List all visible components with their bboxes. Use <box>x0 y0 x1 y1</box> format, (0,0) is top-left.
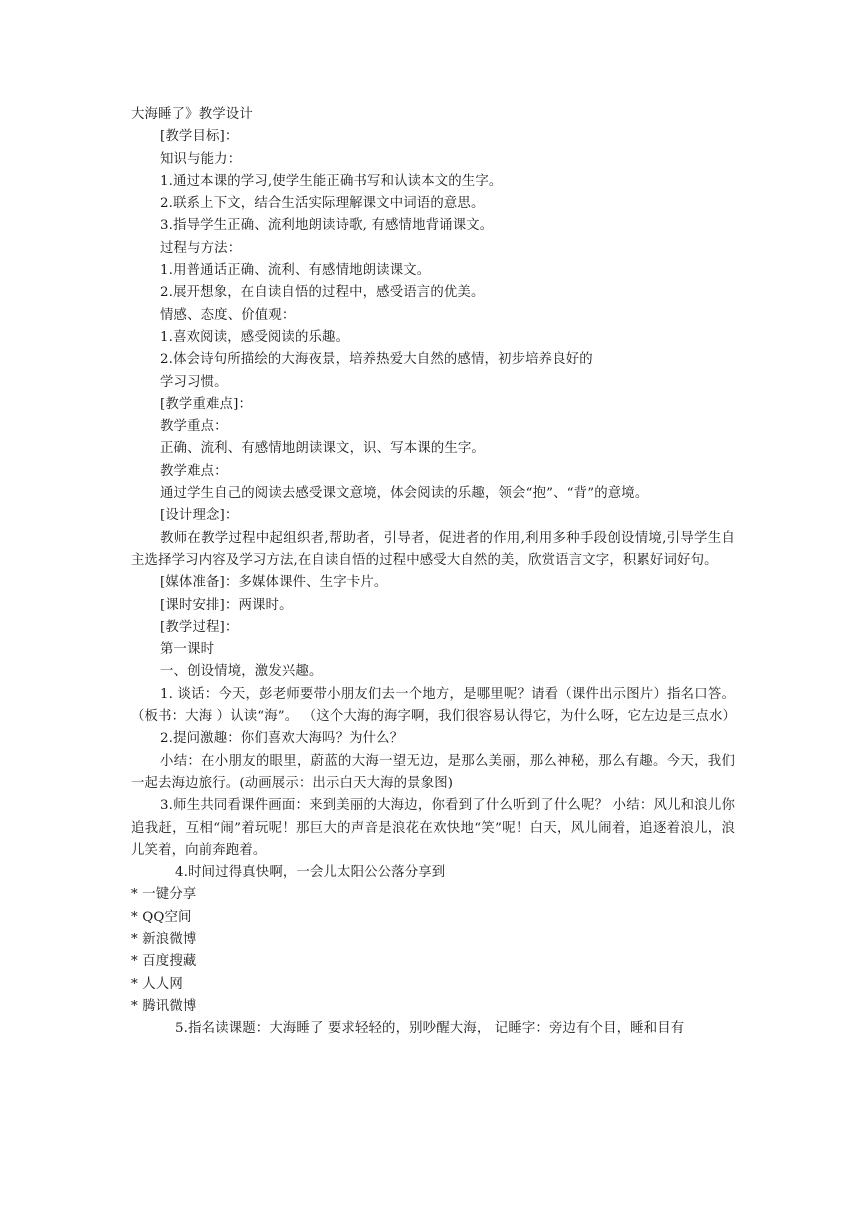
concept-text: 教师在教学过程中起组织者,帮助者，引导者，促进者的作用,利用多种手段创设情境,引导学生自主选择学习内容及学习方法,在自读自悟的过程中感受大自然的美，欣赏语言文字，积累好词好句。 <box>131 530 735 568</box>
share-link-sina-weibo[interactable]: * 新浪微博 <box>131 931 197 947</box>
lesson-heading: 第一课时 <box>160 642 215 658</box>
key-points-heading: [教学重难点]： <box>160 396 252 412</box>
section-heading: 一、创设情境，激发兴趣。 <box>160 664 323 680</box>
emotion-item: 1.喜欢阅读，感受阅读的乐趣。 <box>160 329 350 345</box>
step-paragraph: 2.提问激趣：你们喜欢大海吗？为什么？ <box>160 731 404 747</box>
difficulty-heading: 教学难点： <box>160 463 228 479</box>
process-heading: [教学过程]： <box>160 619 239 635</box>
knowledge-item: 3.指导学生正确、流利地朗读诗歌, 有感情地背诵课文。 <box>160 218 494 234</box>
process-method-heading: 过程与方法： <box>160 240 242 256</box>
share-link-tencent-weibo[interactable]: * 腾讯微博 <box>131 998 197 1014</box>
objectives-heading: [教学目标]： <box>160 129 239 145</box>
knowledge-item: 2.联系上下文，结合生活实际理解课文中词语的意思。 <box>160 196 485 212</box>
knowledge-item: 1.通过本课的学习,使学生能正确书写和认读本文的生字。 <box>160 173 503 189</box>
emotion-heading: 情感、态度、价值观： <box>160 307 296 323</box>
share-link-renren[interactable]: * 人人网 <box>131 976 183 992</box>
step-paragraph: 4.时间过得真快啊，一会儿太阳公公落分享到 <box>175 865 446 881</box>
focus-text: 正确、流利、有感情地朗读课文，识、写本课的生字。 <box>160 441 485 457</box>
document-body <box>131 104 735 1040</box>
share-link-qzone[interactable]: * QQ空间 <box>131 909 192 925</box>
step-paragraph: 1. 谈话：今天，彭老师要带小朋友们去一个地方，是哪里呢？请看（课件出示图片）指名口答。（板书：大海 ）认读“海”。 （这个大海的海字啊，我们很容易认得它，为什么呀，它左边是三点水） <box>131 686 737 725</box>
step-paragraph: 3.师生共同看课件画面：来到美丽的大海边，你看到了什么听到了什么呢？ 小结：风儿和浪儿你追我赶，互相“闹”着玩呢！那巨大的声音是浪花在欢快地“笑”呢！白天，风儿闹着，追逐着浪儿，浪儿笑着，向前奔跑着。 <box>131 798 735 858</box>
concept-heading: [设计理念]： <box>160 508 239 524</box>
focus-heading: 教学重点： <box>160 419 228 435</box>
summary-paragraph: 小结：在小朋友的眼里，蔚蓝的大海一望无边，是那么美丽，那么神秘，那么有趣。今天，我们一起去海边旅行。(动画展示：出示白天大海的景象图) <box>131 753 735 791</box>
media-line: [媒体准备]：多媒体课件、生字卡片。 <box>160 575 388 591</box>
process-method-item: 1.用普通话正确、流利、有感情地朗读课文。 <box>160 263 431 279</box>
share-link-baidu[interactable]: * 百度搜藏 <box>131 954 197 970</box>
difficulty-text: 通过学生自己的阅读去感受课文意境，体会阅读的乐趣，领会“抱”、“背”的意境。 <box>160 486 649 502</box>
emotion-item-continued: 学习习惯。 <box>160 374 228 390</box>
schedule-line: [课时安排]：两课时。 <box>160 597 293 613</box>
step-paragraph: 5.指名读课题：大海睡了 要求轻轻的，别吵醒大海， 记睡字：旁边有个目，睡和目有 <box>175 1021 685 1037</box>
knowledge-heading: 知识与能力： <box>160 151 242 167</box>
document-title: 大海睡了》教学设计 <box>131 107 253 122</box>
emotion-item: 2.体会诗句所描绘的大海夜景，培养热爱大自然的感情，初步培养良好的 <box>160 352 593 368</box>
share-link-one-click[interactable]: * 一键分享 <box>131 887 197 903</box>
process-method-item: 2.展开想象，在自读自悟的过程中，感受语言的优美。 <box>160 285 485 301</box>
